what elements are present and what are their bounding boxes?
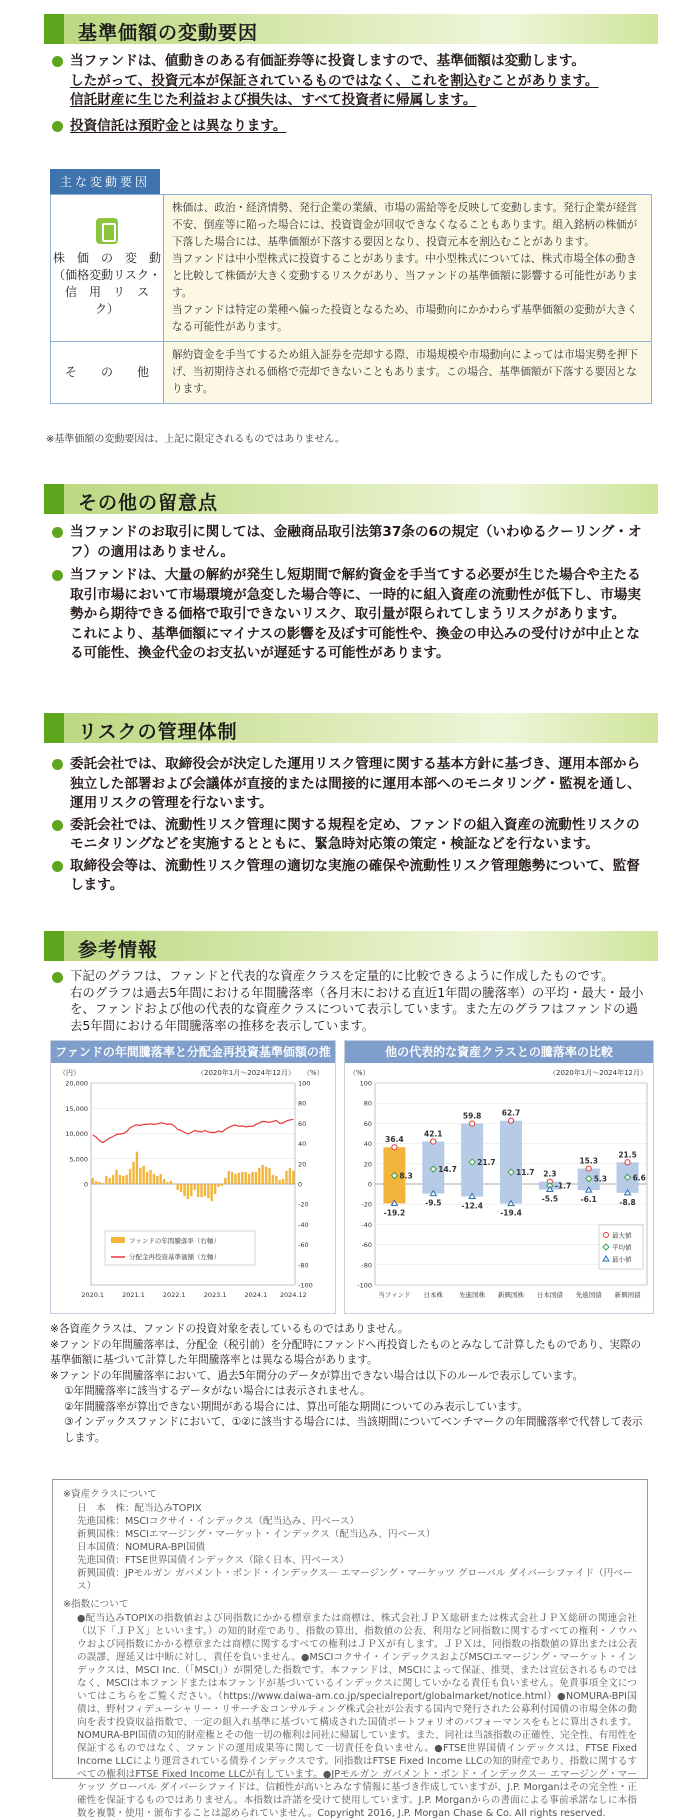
- return-bar: [156, 1176, 158, 1184]
- legend-label-line: 分配金再投資基準価額（左軸）: [129, 1253, 220, 1261]
- min-value-label: -19.4: [500, 1208, 522, 1218]
- max-marker: [625, 1160, 630, 1165]
- risk-management-paragraphs: [50, 755, 650, 898]
- return-bar: [217, 1184, 219, 1187]
- return-bar: [234, 1174, 236, 1184]
- bullet-paragraph: 取締役会等は、流動性リスク管理の適切な実施の確保や流動性リスク管理態勢について、監督します。: [50, 857, 650, 896]
- section-title: 参考情報: [78, 939, 159, 961]
- x-tick-label: 2023.1: [203, 1291, 227, 1299]
- return-bar: [166, 1182, 168, 1184]
- y-left-tick-label: 20,000: [65, 1079, 88, 1088]
- max-value-label: 62.7: [501, 1108, 521, 1118]
- return-bar: [197, 1184, 199, 1197]
- return-bar: [146, 1172, 148, 1184]
- return-bar: [143, 1166, 145, 1184]
- y-tick-label: 40: [363, 1140, 372, 1149]
- volatility-footnote: ※基準価額の変動要因は、上記に限定されるものではありません。: [46, 434, 345, 445]
- avg-value-label: 21.7: [477, 1158, 496, 1168]
- return-bar: [183, 1184, 185, 1196]
- return-bar: [112, 1175, 114, 1184]
- y-right-tick-label: -60: [298, 1241, 309, 1250]
- y-left-tick-label: 10,000: [65, 1130, 88, 1138]
- return-bar: [115, 1170, 117, 1184]
- return-bar: [102, 1183, 104, 1184]
- return-bar: [200, 1184, 202, 1197]
- return-bar: [177, 1184, 179, 1190]
- return-bar: [95, 1181, 97, 1184]
- return-bar: [190, 1184, 192, 1196]
- return-bar: [214, 1184, 216, 1194]
- return-bar: [170, 1181, 172, 1184]
- max-marker: [586, 1166, 591, 1171]
- return-bar: [285, 1171, 287, 1184]
- x-tick-label: 2024.12: [279, 1291, 307, 1299]
- y-tick-label: 80: [363, 1099, 372, 1108]
- return-bar: [211, 1184, 213, 1201]
- y-right-unit: （%）: [303, 1069, 324, 1077]
- chart-period: （2020年1月～2024年12月）: [549, 1069, 647, 1077]
- return-bar: [268, 1168, 270, 1184]
- category-label: 日本国債: [536, 1291, 563, 1299]
- section-header-volatility: [44, 14, 658, 44]
- y-tick-label: 100: [359, 1079, 372, 1088]
- y-right-tick-label: 100: [298, 1079, 311, 1088]
- return-bar: [122, 1176, 124, 1184]
- legend-label: 最小値: [612, 1255, 632, 1264]
- return-bar: [204, 1184, 206, 1196]
- return-bar: [105, 1176, 107, 1184]
- section-title: リスクの管理体制: [78, 721, 238, 743]
- max-value-label: 2.3: [543, 1169, 557, 1179]
- legend-label: 最大値: [612, 1231, 632, 1240]
- y-right-tick-label: -100: [298, 1281, 313, 1290]
- y-tick-label: -60: [361, 1241, 372, 1250]
- y-right-tick-label: 80: [298, 1099, 307, 1108]
- section-header-accent: [44, 713, 64, 743]
- chart-period: （2020年1月～2024年12月）: [197, 1069, 295, 1077]
- notes-paragraphs: [50, 523, 650, 666]
- return-bar: [279, 1180, 281, 1184]
- risk-factor-table: [50, 169, 652, 404]
- category-label: 当ファンド: [378, 1291, 411, 1299]
- return-bar: [180, 1184, 182, 1192]
- return-bar: [160, 1174, 162, 1184]
- y-right-tick-label: 40: [298, 1140, 307, 1149]
- section-header-accent: [44, 484, 64, 514]
- y-unit: （%）: [349, 1069, 370, 1077]
- return-bar: [132, 1162, 134, 1184]
- chart-title: ファンドの年間騰落率と分配金再投資基準価額の推移: [51, 1041, 335, 1063]
- max-value-label: 42.1: [424, 1129, 443, 1139]
- y-tick-label: 20: [363, 1160, 372, 1169]
- x-tick-label: 2020.1: [81, 1291, 105, 1299]
- y-tick-label: 0: [367, 1180, 372, 1189]
- legend-label-bar: ファンドの年間騰落率（右軸）: [129, 1237, 220, 1245]
- min-value-label: -19.2: [383, 1208, 406, 1218]
- min-value-label: -9.5: [425, 1198, 442, 1208]
- legend-marker-max: [604, 1233, 609, 1238]
- bullet-paragraph: 当ファンドは、大量の解約が発生し短期間で解約資金を手当てする必要が生じた場合や主たる取引市場において市場環境が急変した場合等に、一時的に組入資産の流動性が低下し、市場実勢から期待できる価格で取引できないリスク、取引量が限られてしまうリスクがあります。 これにより、基準価額にマイナスの影響を及ぼす可能性や、換金の申込みの受付けが中止となる可能性、換金代金のお支払いが遅延する可能性があります。: [50, 566, 650, 664]
- right-chart-panel: [344, 1040, 654, 1314]
- category-label: 先進国債: [575, 1291, 602, 1299]
- return-bar: [245, 1172, 247, 1184]
- return-bar: [275, 1176, 277, 1184]
- y-left-tick-label: 5,000: [69, 1155, 88, 1164]
- return-bar: [258, 1168, 260, 1184]
- x-tick-label: 2022.1: [162, 1291, 186, 1299]
- return-bar: [109, 1178, 111, 1184]
- chart-title: 他の代表的な資産クラスとの騰落率の比較: [345, 1041, 653, 1063]
- return-bar: [207, 1184, 209, 1198]
- min-value-label: -5.5: [541, 1194, 559, 1204]
- y-left-unit: （円）: [59, 1069, 80, 1077]
- avg-value-label: 8.3: [399, 1171, 413, 1181]
- y-right-tick-label: -80: [298, 1261, 309, 1270]
- y-tick-label: -20: [361, 1200, 372, 1209]
- y-right-tick-label: 0: [298, 1180, 303, 1189]
- reference-intro: [50, 968, 650, 1036]
- avg-value-label: 6.6: [632, 1173, 646, 1183]
- chart-notes: ※各資産クラスは、ファンドの投資対象を表しているものではありません。 ※ファンドの年間騰落率は、分配金（税引前）を分配時にファンドへ再投資したものとみなして計算したものであり、実際の基準価額に基づいて計算した年間騰落率とは異なる場合があります。 ※ファンドの年間騰落率において、過去5年間分のデータが算出できない場合は以下のルールで表示しています。 ①年間騰落率に該当するデータがない場合には表示されません。 ②年間騰落率が算出できない期間がある場合には、算出可能な期間についてのみ表示しています。 ③インデックスファンドにおいて、①②に該当する場合には、当該期間についてベンチマークの年間騰落率で代替して表示します。: [50, 1323, 643, 1444]
- return-bar: [153, 1174, 155, 1184]
- y-right-tick-label: -40: [298, 1220, 309, 1229]
- chart-document-icon: [96, 218, 118, 244]
- return-bar: [136, 1152, 138, 1184]
- risk-table: [50, 194, 652, 404]
- return-bar: [248, 1174, 250, 1184]
- y-left-tick-label: 0: [83, 1180, 88, 1189]
- section-header-accent: [44, 931, 64, 961]
- return-bar: [119, 1175, 121, 1184]
- row-text-stock: 株価は、政治・経済情勢、発行企業の業績、市場の需給等を反映して変動します。発行企業が経営不安、倒産等に陥った場合には、投資資金が回収できなくなることもあります。組入銘柄の株価が下落した場合には、基準価額が下落する要因となり、投資元本を割込むことがあります。 当ファンドは中小型株式に投資することがあります。中小型株式については、株式市場全体の動きと比較して株価が大きく変動するリスクがあり、当ファンドの基準価額に影響する可能性があります。 当ファンドは特定の業種へ偏った投資となるため、市場動向にかかわらず基準価額の変動が大きくなる可能性があります。: [164, 195, 652, 342]
- min-value-label: -12.4: [461, 1201, 483, 1211]
- bullet-paragraph: 委託会社では、取締役会が決定した運用リスク管理に関する基本方針に基づき、運用本部から独立した部署および会議体が直接的または間接的に運用本部へのモニタリング・監視を通し、運用リスクの管理を行ないます。: [50, 755, 650, 814]
- return-bar: [194, 1184, 196, 1190]
- return-bar: [272, 1175, 274, 1184]
- min-value-label: -6.1: [580, 1195, 597, 1205]
- return-bar: [241, 1172, 243, 1184]
- y-right-tick-label: -20: [298, 1200, 309, 1209]
- category-label: 先進国株: [459, 1291, 486, 1299]
- return-bar: [221, 1184, 223, 1186]
- legend-swatch-bar: [111, 1237, 125, 1243]
- y-right-tick-label: 20: [298, 1160, 307, 1169]
- max-value-label: 15.3: [579, 1156, 598, 1166]
- section-header-reference: [44, 931, 658, 961]
- category-label: 日本株: [423, 1291, 444, 1299]
- row-text-other: 解約資金を手当てするため組入証券を売却する際、市場規模や市場動向によっては市場実勢を押下げ、当初期待される価格で売却できないこともあります。この場合、基準価額が下落する要因となります。: [164, 342, 652, 404]
- bullet-paragraph: 当ファンドは、値動きのある有価証券等に投資しますので、基準価額は変動します。 したがって、投資元本が保証されているものではなく、これを割込むことがあります。 信託財産に生じた利益および損失は、すべて投資者に帰属します。: [50, 52, 650, 111]
- avg-value-label: 5.3: [593, 1174, 608, 1184]
- section-header-accent: [44, 14, 64, 44]
- section-title: その他の留意点: [78, 492, 219, 514]
- section-header-notes: [44, 484, 658, 514]
- return-bar: [139, 1168, 141, 1184]
- category-label: 新興国株: [498, 1291, 524, 1299]
- return-bar: [292, 1171, 294, 1184]
- max-marker: [508, 1118, 513, 1123]
- table-row: [51, 342, 652, 404]
- return-bar: [228, 1171, 230, 1184]
- return-bar: [163, 1179, 165, 1184]
- index-disclaimer-box: ※資産クラスについて 日 本 株：配当込みTOPIX 先進国株：MSCIコクサイ・インデックス（配当込み、円ベース） 新興国株：MSCIエマージング・マーケット・インデックス（配当込み、円ベース） 日本国債：NOMURA-BPI国債 先進国債：FTSE世界国債インデックス（除く日本、円ベース） 新興国債：JPモルガン ガバメント・ボンド・インデックス－ エマージング・マーケッツ グローバル ダイバーシファイド（円ベース） ※指数について ●配当込みTOPIXの指数値および同指数にかかる標章または商標は、株式会社ＪＰＸ総研または株式会社ＪＰＸ総研の関連会社（以下「ＪＰＸ」といいます。）の知的財産であり、指数の算出、指数値の公表、利用など同指数に関するすべての権利・ノウハウおよび同指数にかかる標章または商標に関するすべての権利はＪＰＸが有します。ＪＰＸは、同指数の指数値の算出または公表の誤謬、遅延又は中断に対し、責任を負いません。●MSCIコクサイ・インデックスおよびMSCIエマージング・マーケット・インデックスは、MSCI Inc.（「MSCI」）が開発した指数です。本ファンドは、MSCIによって保証、推奨、または宣伝されるものではなく、MSCIは本ファンドまたは本ファンドが基づいているインデックスに関していかなる責任も負いません。免責事項全文についてはこちらをご覧ください。（https://www.daiwa-am.co.jp/specialreport/globalmarket/notice.html）●NOMURA-BPI国債は、野村フィデューシャリー・リサーチ＆コンサルティング株式会社が公表する国内で発行された公募利付国債の市場全体の動向を表す投資収益指数で、一定の組入れ基準に基づいて構成された国債ポートフォリオのパフォーマンスをもとに算出されます。NOMURA-BPI国債の知的財産権とその他一切の権利は同社に帰属しています。また、同社は当該指数の正確性、完全性、有用性を保証するものではなく、ファンドの運用成果等に関して一切責任を負いません。●FTSE世界国債インデックスは、FTSE Fixed Income LLCにより運営されている債券インデックスです。同指数はFTSE Fixed Income LLCの知的財産であり、指数に関するすべての権利はFTSE Fixed Income LLCが有しています。●JPモルガン ガバメント・ボンド・インデックス－ エマージング・マーケッツ グローバル ダイバーシファイドは、信頼性が高いとみなす情報に基づき作成していますが、J.P. Morganはその完全性・正確性を保証するものではありません。本指数は許諾を受けて使用しています。J.P. Morganからの書面による事前承諾なしに本指数を複製・使用・頒布することは認められていません。Copyright 2016, J.P. Morgan Chase & Co. All rights reserved.: [52, 1479, 648, 1779]
- max-value-label: 59.8: [462, 1111, 482, 1121]
- y-tick-label: -80: [361, 1261, 372, 1270]
- avg-value-label: 14.7: [438, 1165, 457, 1175]
- max-value-label: 21.5: [618, 1150, 637, 1160]
- return-bar: [92, 1178, 94, 1184]
- return-bar: [149, 1170, 151, 1184]
- table-row: [51, 195, 652, 342]
- x-tick-label: 2021.1: [122, 1291, 145, 1299]
- left-chart: [51, 1063, 335, 1313]
- y-right-tick-label: 60: [298, 1119, 307, 1128]
- category-label: 新興国債: [614, 1291, 641, 1299]
- section-title: 基準価額の変動要因: [78, 22, 259, 44]
- avg-value-label: 11.7: [516, 1168, 535, 1178]
- max-marker: [470, 1121, 475, 1126]
- avg-value-label: -1.7: [554, 1181, 572, 1191]
- return-bar: [224, 1178, 226, 1184]
- max-marker: [392, 1145, 397, 1150]
- y-left-tick-label: 15,000: [65, 1104, 88, 1113]
- y-tick-label: -100: [357, 1281, 372, 1290]
- return-bar: [98, 1182, 100, 1184]
- return-bar: [187, 1184, 189, 1199]
- row-label-other: そ の 他: [51, 342, 164, 404]
- return-bar: [126, 1175, 128, 1184]
- bullet-paragraph: 下記のグラフは、ファンドと代表的な資産クラスを定量的に比較できるように作成したものです。 右のグラフは過去5年間における年間騰落率（各月末における直近1年間の騰落率）の平均・最大・最小を、ファンドおよび他の代表的な資産クラスについて表示しています。また左のグラフはファンドの過去5年間における年間騰落率の推移を表示しています。: [50, 968, 650, 1034]
- left-chart-panel: [50, 1040, 336, 1314]
- volatility-paragraphs: [50, 52, 650, 138]
- return-bar: [173, 1184, 175, 1185]
- right-chart: [345, 1063, 653, 1313]
- max-value-label: 36.4: [385, 1135, 404, 1145]
- bullet-paragraph: 委託会社では、流動性リスク管理に関する規程を定め、ファンドの組入資産の流動性リスクのモニタリングなどを実施するとともに、緊急時対応策の策定・検証などを行ないます。: [50, 816, 650, 855]
- y-tick-label: -40: [361, 1220, 372, 1229]
- return-bar: [251, 1172, 253, 1184]
- return-bar: [129, 1169, 131, 1184]
- legend-label: 平均値: [612, 1243, 632, 1252]
- return-bar: [231, 1172, 233, 1184]
- range-bar: [500, 1121, 522, 1204]
- return-bar: [238, 1173, 240, 1184]
- row-label-stock: 株 価 の 変 動 （価格変動リスク・ 信 用 リ ス ク）: [51, 195, 164, 342]
- section-header-risk-management: [44, 713, 658, 743]
- bullet-paragraph: 当ファンドのお取引に関しては、金融商品取引法第37条の6の規定（いわゆるクーリング・オフ）の適用はありません。: [50, 523, 650, 562]
- table-header: 主な変動要因: [50, 169, 160, 194]
- x-tick-label: 2024.1: [244, 1291, 268, 1299]
- bullet-paragraph: 投資信託は預貯金とは異なります。: [50, 117, 650, 137]
- min-value-label: -8.8: [619, 1197, 636, 1207]
- return-bar: [262, 1165, 264, 1184]
- return-bar: [282, 1179, 284, 1184]
- return-bar: [289, 1168, 291, 1184]
- return-bar: [255, 1172, 257, 1184]
- max-marker: [431, 1139, 436, 1144]
- y-tick-label: 60: [363, 1119, 372, 1128]
- return-bar: [265, 1167, 267, 1184]
